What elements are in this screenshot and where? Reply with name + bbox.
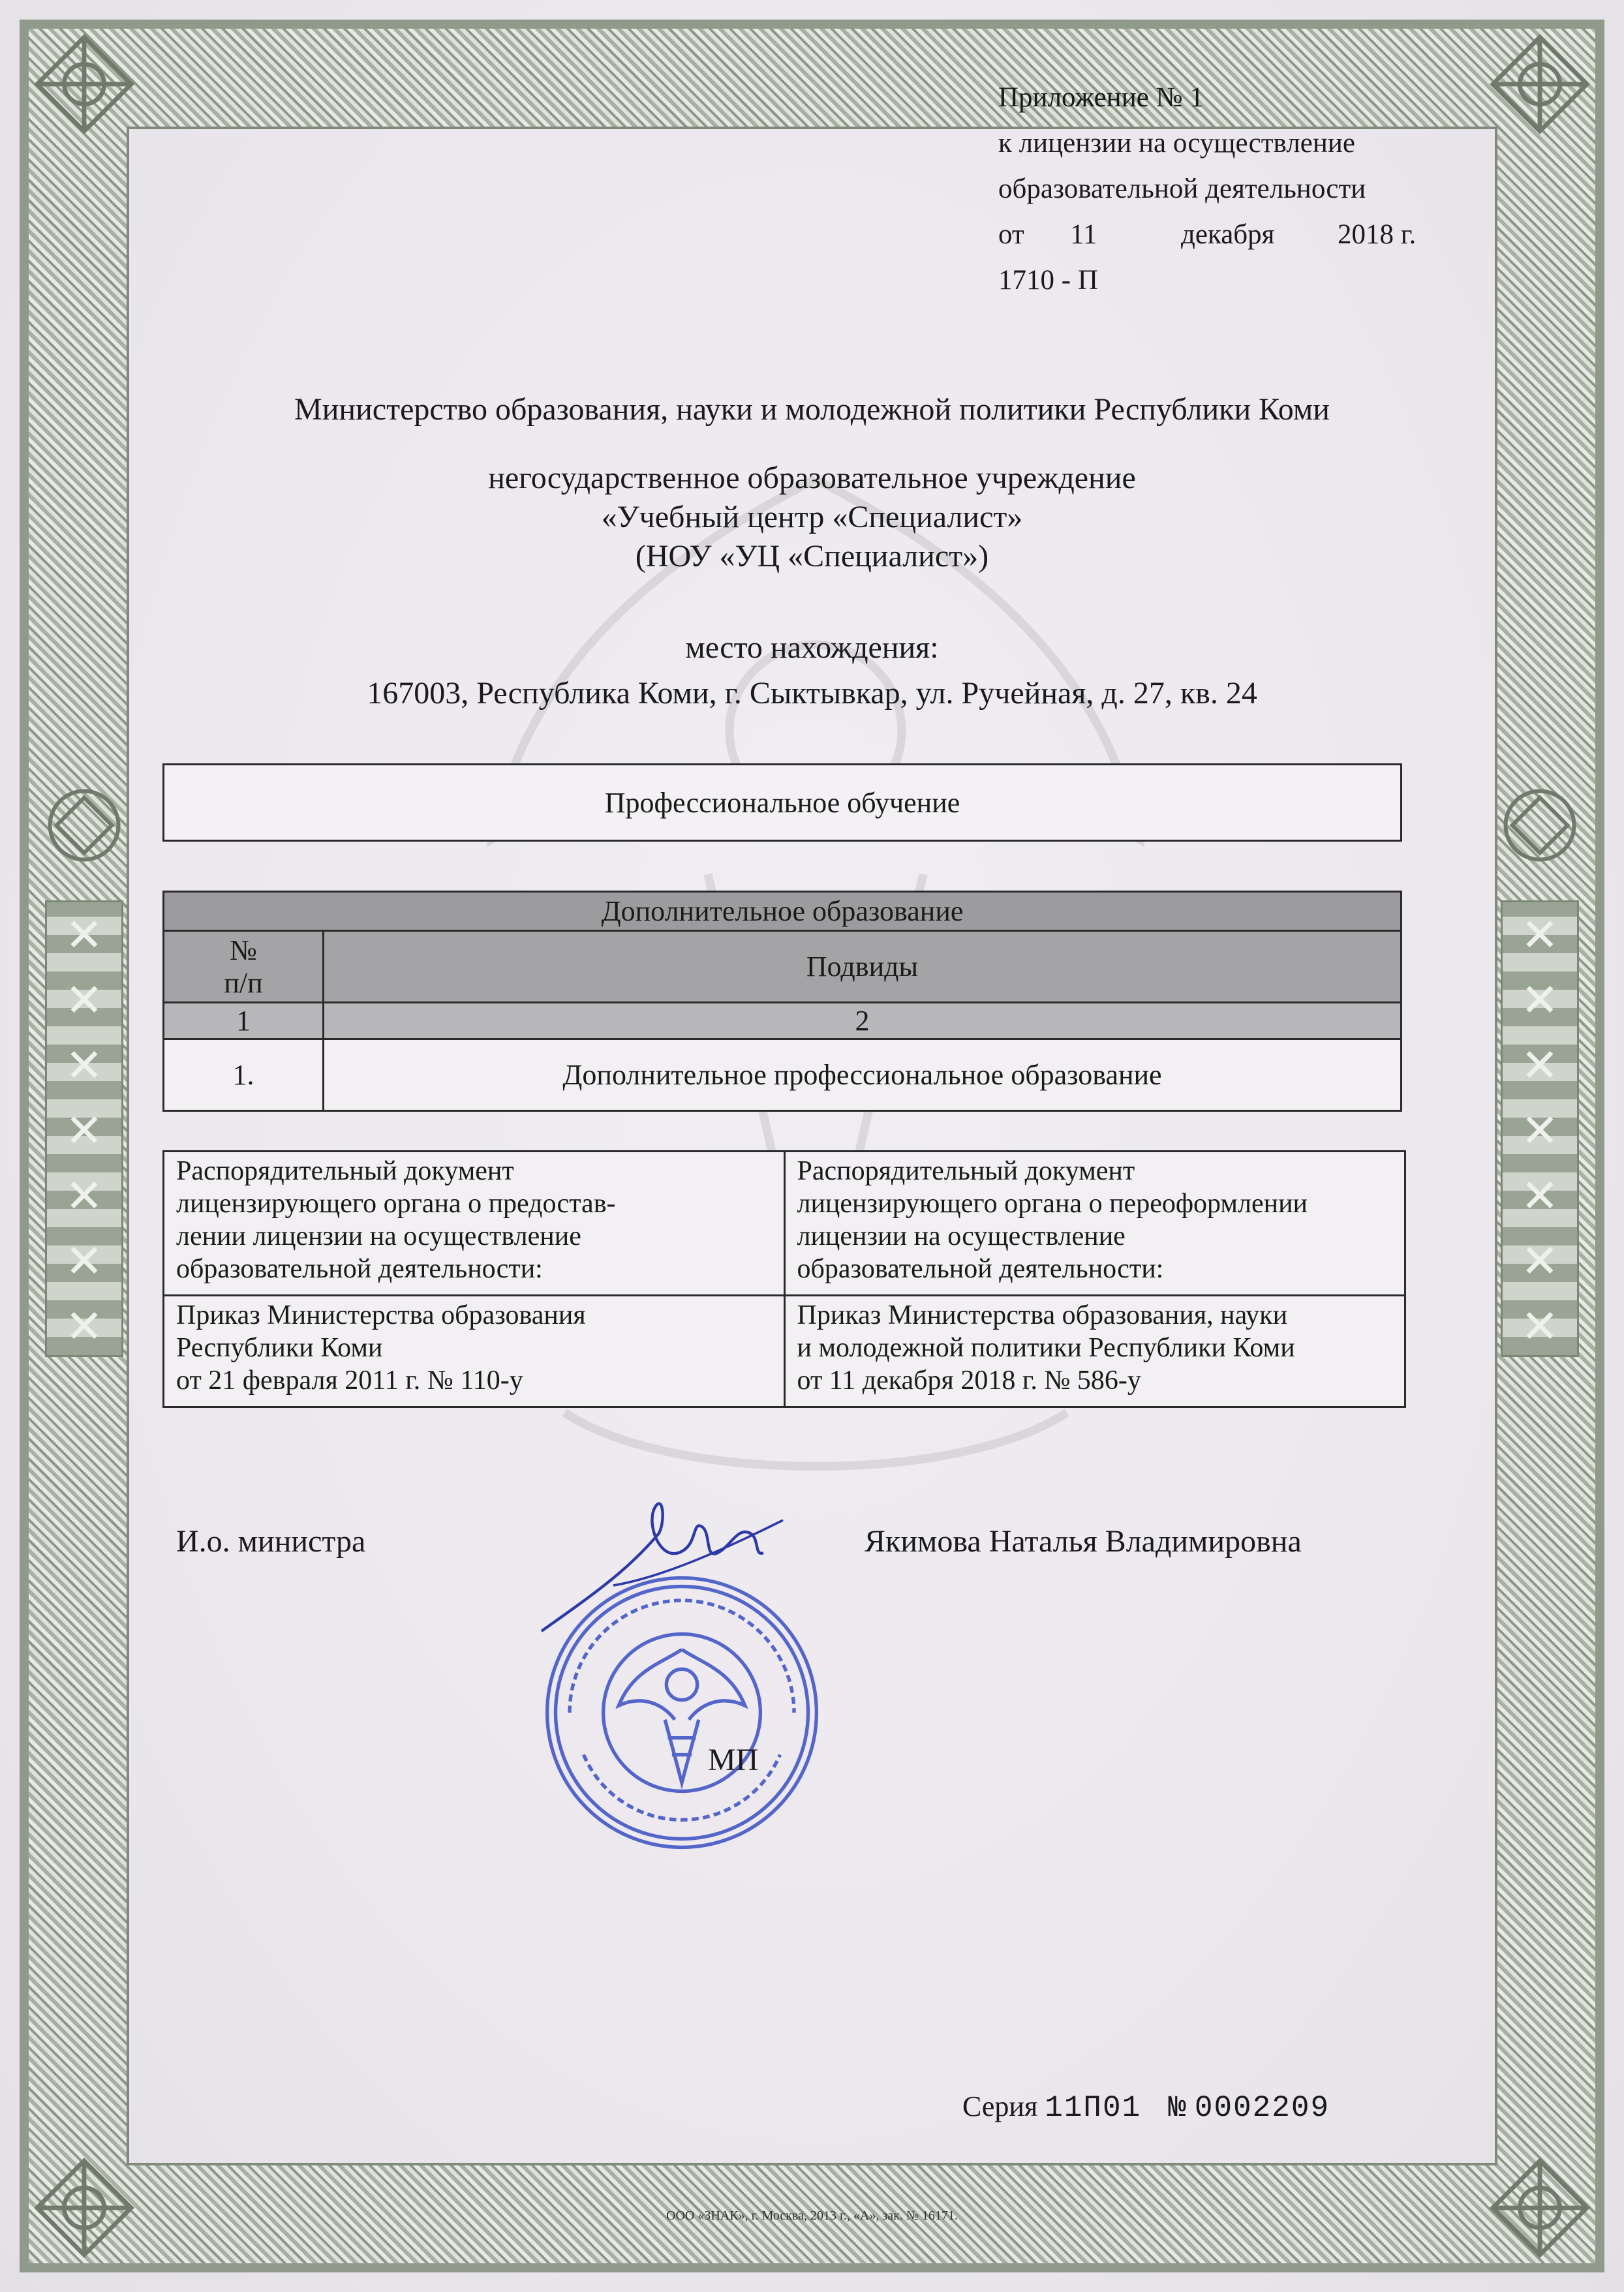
document-value-right-line: и молодежной политики Республики Коми <box>797 1333 1295 1363</box>
location-label: место нахождения: <box>685 630 939 665</box>
appendix-date-from: от <box>998 219 1024 250</box>
document-header-left-line: лении лицензии на осуществление <box>176 1221 581 1251</box>
document-header-right-line: лицензии на осуществление <box>797 1221 1126 1251</box>
document-header-left-line: лицензирующего органа о предостав- <box>176 1189 616 1219</box>
corner-knot-icon <box>29 29 140 140</box>
corner-knot-icon <box>1484 29 1595 140</box>
table-administrative-documents <box>162 1150 1406 1408</box>
document-value-left <box>164 1296 785 1407</box>
signature-icon <box>535 1481 796 1644</box>
row-number: 1. <box>164 1039 324 1111</box>
column-header-number-line-2: п/п <box>224 966 263 999</box>
document-value-left-line: от 21 февраля 2011 г. № 110-у <box>176 1366 523 1396</box>
signatory-name: Якимова Наталья Владимировна <box>865 1524 1302 1559</box>
appendix-number: 1710 - П <box>998 265 1098 296</box>
appendix-date-year: 2018 г. <box>1338 219 1417 250</box>
organization-short-name: (НОУ «УЦ «Специалист») <box>635 539 989 573</box>
appendix-title: Приложение № 1 <box>998 82 1204 113</box>
document-value-right-line: Приказ Министерства образования, науки <box>797 1300 1288 1330</box>
side-knot-icon <box>1491 776 1589 874</box>
series-number-value: 0002209 <box>1194 2091 1330 2125</box>
table-additional-education <box>162 891 1402 1112</box>
column-header-subtypes: Подвиды <box>324 931 1402 1003</box>
printer-imprint: ООО «ЗНАК», г. Москва, 2013 г., «А», зак. № 16171. <box>666 2208 958 2223</box>
row-subtype: Дополнительное профессиональное образование <box>324 1039 1402 1111</box>
form-series <box>962 2090 1330 2125</box>
document-header-right <box>784 1152 1405 1296</box>
ministry-name: Министерство образования, науки и молодежной политики Республики Коми <box>294 392 1330 427</box>
document-value-left-line: Республики Коми <box>176 1333 383 1363</box>
additional-education-title: Дополнительное образование <box>164 892 1402 931</box>
document-value-right <box>784 1296 1405 1407</box>
organization-name: «Учебный центр «Специалист» <box>601 500 1023 534</box>
side-knot-icon <box>35 776 133 874</box>
document-value-left-line: Приказ Министерства образования <box>176 1300 586 1330</box>
stamp-place-label: МП <box>708 1743 759 1777</box>
appendix-line-3: образовательной деятельности <box>998 174 1366 204</box>
appendix-date-day: 11 <box>1070 219 1097 250</box>
series-value: 11П01 <box>1045 2091 1142 2125</box>
corner-knot-icon <box>29 2152 140 2263</box>
document-header-left-line: Распорядительный документ <box>176 1156 514 1186</box>
column-index-1: 1 <box>164 1003 324 1039</box>
table-row <box>164 1039 1402 1111</box>
side-panel-left: ✕ ✕ ✕ ✕ ✕ ✕ ✕ <box>45 900 123 1357</box>
document-header-right-line: лицензирующего органа о переоформлении <box>797 1189 1308 1219</box>
location-address: 167003, Республика Коми, г. Сыктывкар, ул. Ручейная, д. 27, кв. 24 <box>367 676 1257 711</box>
column-header-number <box>164 931 324 1003</box>
column-header-number-line-1: № <box>230 934 257 966</box>
series-number-sign: № <box>1168 2091 1187 2125</box>
appendix-date-month: декабря <box>1181 219 1275 250</box>
side-panel-right: ✕ ✕ ✕ ✕ ✕ ✕ ✕ <box>1501 900 1579 1357</box>
series-label: Серия <box>962 2090 1038 2122</box>
column-index-2: 2 <box>324 1003 1402 1039</box>
document-header-right-line: Распорядительный документ <box>797 1156 1135 1186</box>
signatory-position: И.о. министра <box>176 1524 366 1559</box>
document-header-left-line: образовательной деятельности: <box>176 1254 543 1284</box>
organization-type: негосударственное образовательное учреждение <box>488 461 1136 495</box>
document-value-right-line: от 11 декабря 2018 г. № 586-у <box>797 1366 1141 1396</box>
document-header-left <box>164 1152 785 1296</box>
appendix-line-2: к лицензии на осуществление <box>998 128 1355 159</box>
table-professional-training <box>162 763 1402 842</box>
document-header-right-line: образовательной деятельности: <box>797 1254 1164 1284</box>
professional-training-title: Профессиональное обучение <box>164 765 1402 841</box>
corner-knot-icon <box>1484 2152 1595 2263</box>
